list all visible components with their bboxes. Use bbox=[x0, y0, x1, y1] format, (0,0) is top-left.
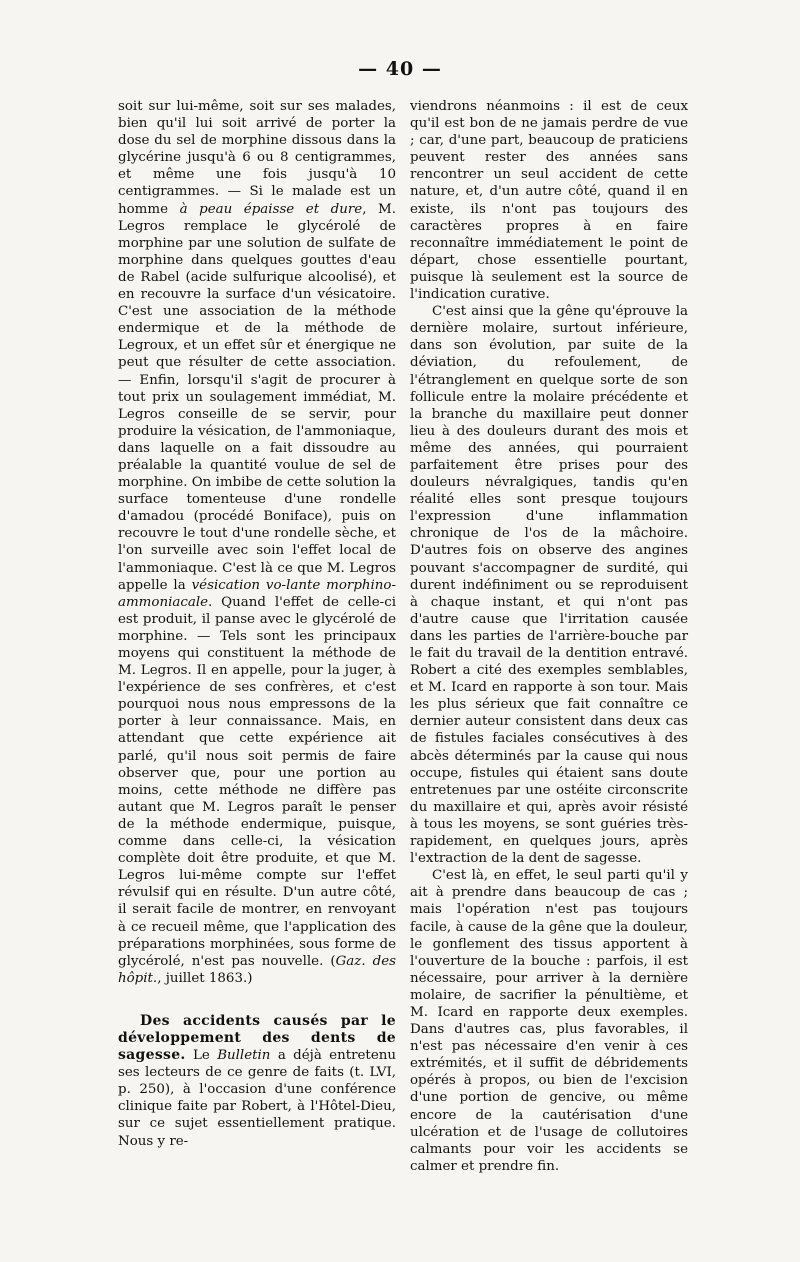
section-heading: Des accidents causés par le développement des dents de sagesse. bbox=[118, 1012, 396, 1064]
page-number: — 40 — bbox=[358, 58, 442, 80]
text-run: soit sur lui-même, soit sur ses malades, bien qu'il lui soit arrivé de porter la dose du sel de morphine dissous dans la glycérine jusqu'à 6 ou 8 centigrammes, et même une fois jusqu'à 10 centigrammes. — Si le malade est un homme bbox=[118, 99, 396, 217]
text-run: , juillet 1863.) bbox=[157, 970, 253, 986]
paragraph-continued: viendrons néanmoins : il est de ceux qu'il est bon de ne jamais perdre de vue ; car, d'une part, beaucoup de praticiens peuvent rester des années sans rencontrer un seul accident de cette nature, et, d'un autre côté, quand il en existe, ils n'ont pas toujours des caractères propres à en faire reconnaître immédiatement le point de départ, chose essentielle pourtant, puisque là seulement est la source de l'indication curative. bbox=[410, 99, 688, 303]
paragraph-legros-method bbox=[118, 98, 396, 987]
emphasis-text: Bulletin bbox=[217, 1048, 271, 1064]
emphasis-text: vésication vo-lante morphino-ammoniacale bbox=[118, 577, 397, 610]
paragraph-molar-complications: C'est ainsi que la gêne qu'éprouve la dernière molaire, surtout inférieure, dans son évolution, par suite de la déviation, du refoulement, de l'étranglement en quelque sorte de son follicule entre la molaire précédente et la branche du maxillaire peut donner lieu à des douleurs durant des mois et même des années, qui pourraient parfaitement être prises pour des douleurs névralgiques, tandis qu'en réalité elles sont presque toujours l'expression d'une inflammation chronique de l'os de la mâchoire. D'autres fois on observe des angines pouvant s'accompagner de surdité, qui durent indéfiniment ou se reproduisent à chaque instant, et qui n'ont pas d'autre cause que l'irritation causée dans les parties de l'arrière-bouche par le fait du travail de la dentition entravé. Robert a cité des exemples semblables, et M. Icard en rapporte à son tour. Mais les plus sérieux que fait connaître ce dernier auteur consistent dans deux cas de fistules faciales consécutives à des abcès déterminés par la cause qui nous occupe, fistules qui étaient sans doute entretenues par une ostéite circonscrite du maxillaire et qui, après avoir résisté à tous les moyens, se sont guéries très-rapidement, en quelques jours, après l'extraction de la dent de sagesse. bbox=[410, 304, 688, 867]
text-run: , M. Legros remplace le glycérolé de morphine par une solution de sulfate de morphine dans quelques gouttes d'eau de Rabel (acide sulfurique alcoolisé), et en recouvre la surface d'un vésicatoire. C'est une association de la méthode endermique et de la méthode de Legroux, et un effet sûr et énergique ne peut que résulter de cette association. — Enfin, lorsqu'il s'agit de procurer à tout prix un soulagement immédiat, M. Legros conseille de se servir, pour produire la vésication, de l'ammoniaque, dans laquelle on a fait dissoudre au préalable la quantité voulue de sel de morphine. On imbibe de cette solution la surface tomenteuse d'une rondelle d'amadou (procédé Boniface), puis on recouvre le tout d'une rondelle sèche, et l'on surveille avec soin l'effet local de l'ammoniaque. C'est là ce que M. Legros appelle la bbox=[118, 201, 396, 593]
citation-source: Gaz. des hôpit. bbox=[118, 953, 396, 986]
paragraph-dents-de-sagesse bbox=[118, 1013, 396, 1150]
text-run: Le bbox=[185, 1048, 218, 1064]
emphasis-text: à peau épaisse et dure bbox=[179, 201, 363, 217]
text-run: a déjà entretenu ses lecteurs de ce genre de faits (t. LVI, p. 250), à l'occasion d'une conférence clinique faite par Robert, à l'Hôtel-Dieu, sur ce sujet essentiellement pratique. Nous y re- bbox=[118, 1048, 396, 1149]
right-column bbox=[410, 98, 688, 1175]
text-run: . Quand l'effet de celle-ci est produit, il panse avec le glycérolé de morphine. — Tels sont les principaux moyens qui constituent la méthode de M. Legros. Il en appelle, pour la juger, à l'expérience de ses confrères, et c'est pourquoi nous nous empressons de la porter à leur connaissance. Mais, en attendant que cette expérience ait parlé, qu'il nous soit permis de faire observer que, pour une portion au moins, cette méthode ne diffère pas autant que M. Legros paraît le penser de la méthode endermique, puisque, comme dans celle-ci, la vésication complète doit être produite, et que M. Legros lui-même compte sur l'effet révulsif qui en résulte. D'un autre côté, il serait facile de montrer, en renvoyant à ce recueil même, que l'application des préparations morphinées, sous forme de glycérolé, n'est pas nouvelle. ( bbox=[118, 594, 396, 969]
left-column bbox=[118, 98, 396, 1150]
paragraph-treatment: C'est là, en effet, le seul parti qu'il y ait à prendre dans beaucoup de cas ; mais l'opération n'est pas toujours facile, à cause de la gêne que la douleur, le gonflement des tissus apportent à l'ouverture de la bouche : parfois, il est nécessaire, pour arriver à la dernière molaire, de sacrifier la pénultième, et M. Icard en rapporte deux exemples. Dans d'autres cas, plus favorables, il n'est pas nécessaire d'en venir à ces extrémités, et il suffit de débridements opérés à propos, ou bien de l'excision d'une portion de gencive, ou même encore de la cautérisation d'une ulcération et de l'usage de collutoires calmants pour voir les accidents se calmer et prendre fin. bbox=[410, 868, 688, 1174]
